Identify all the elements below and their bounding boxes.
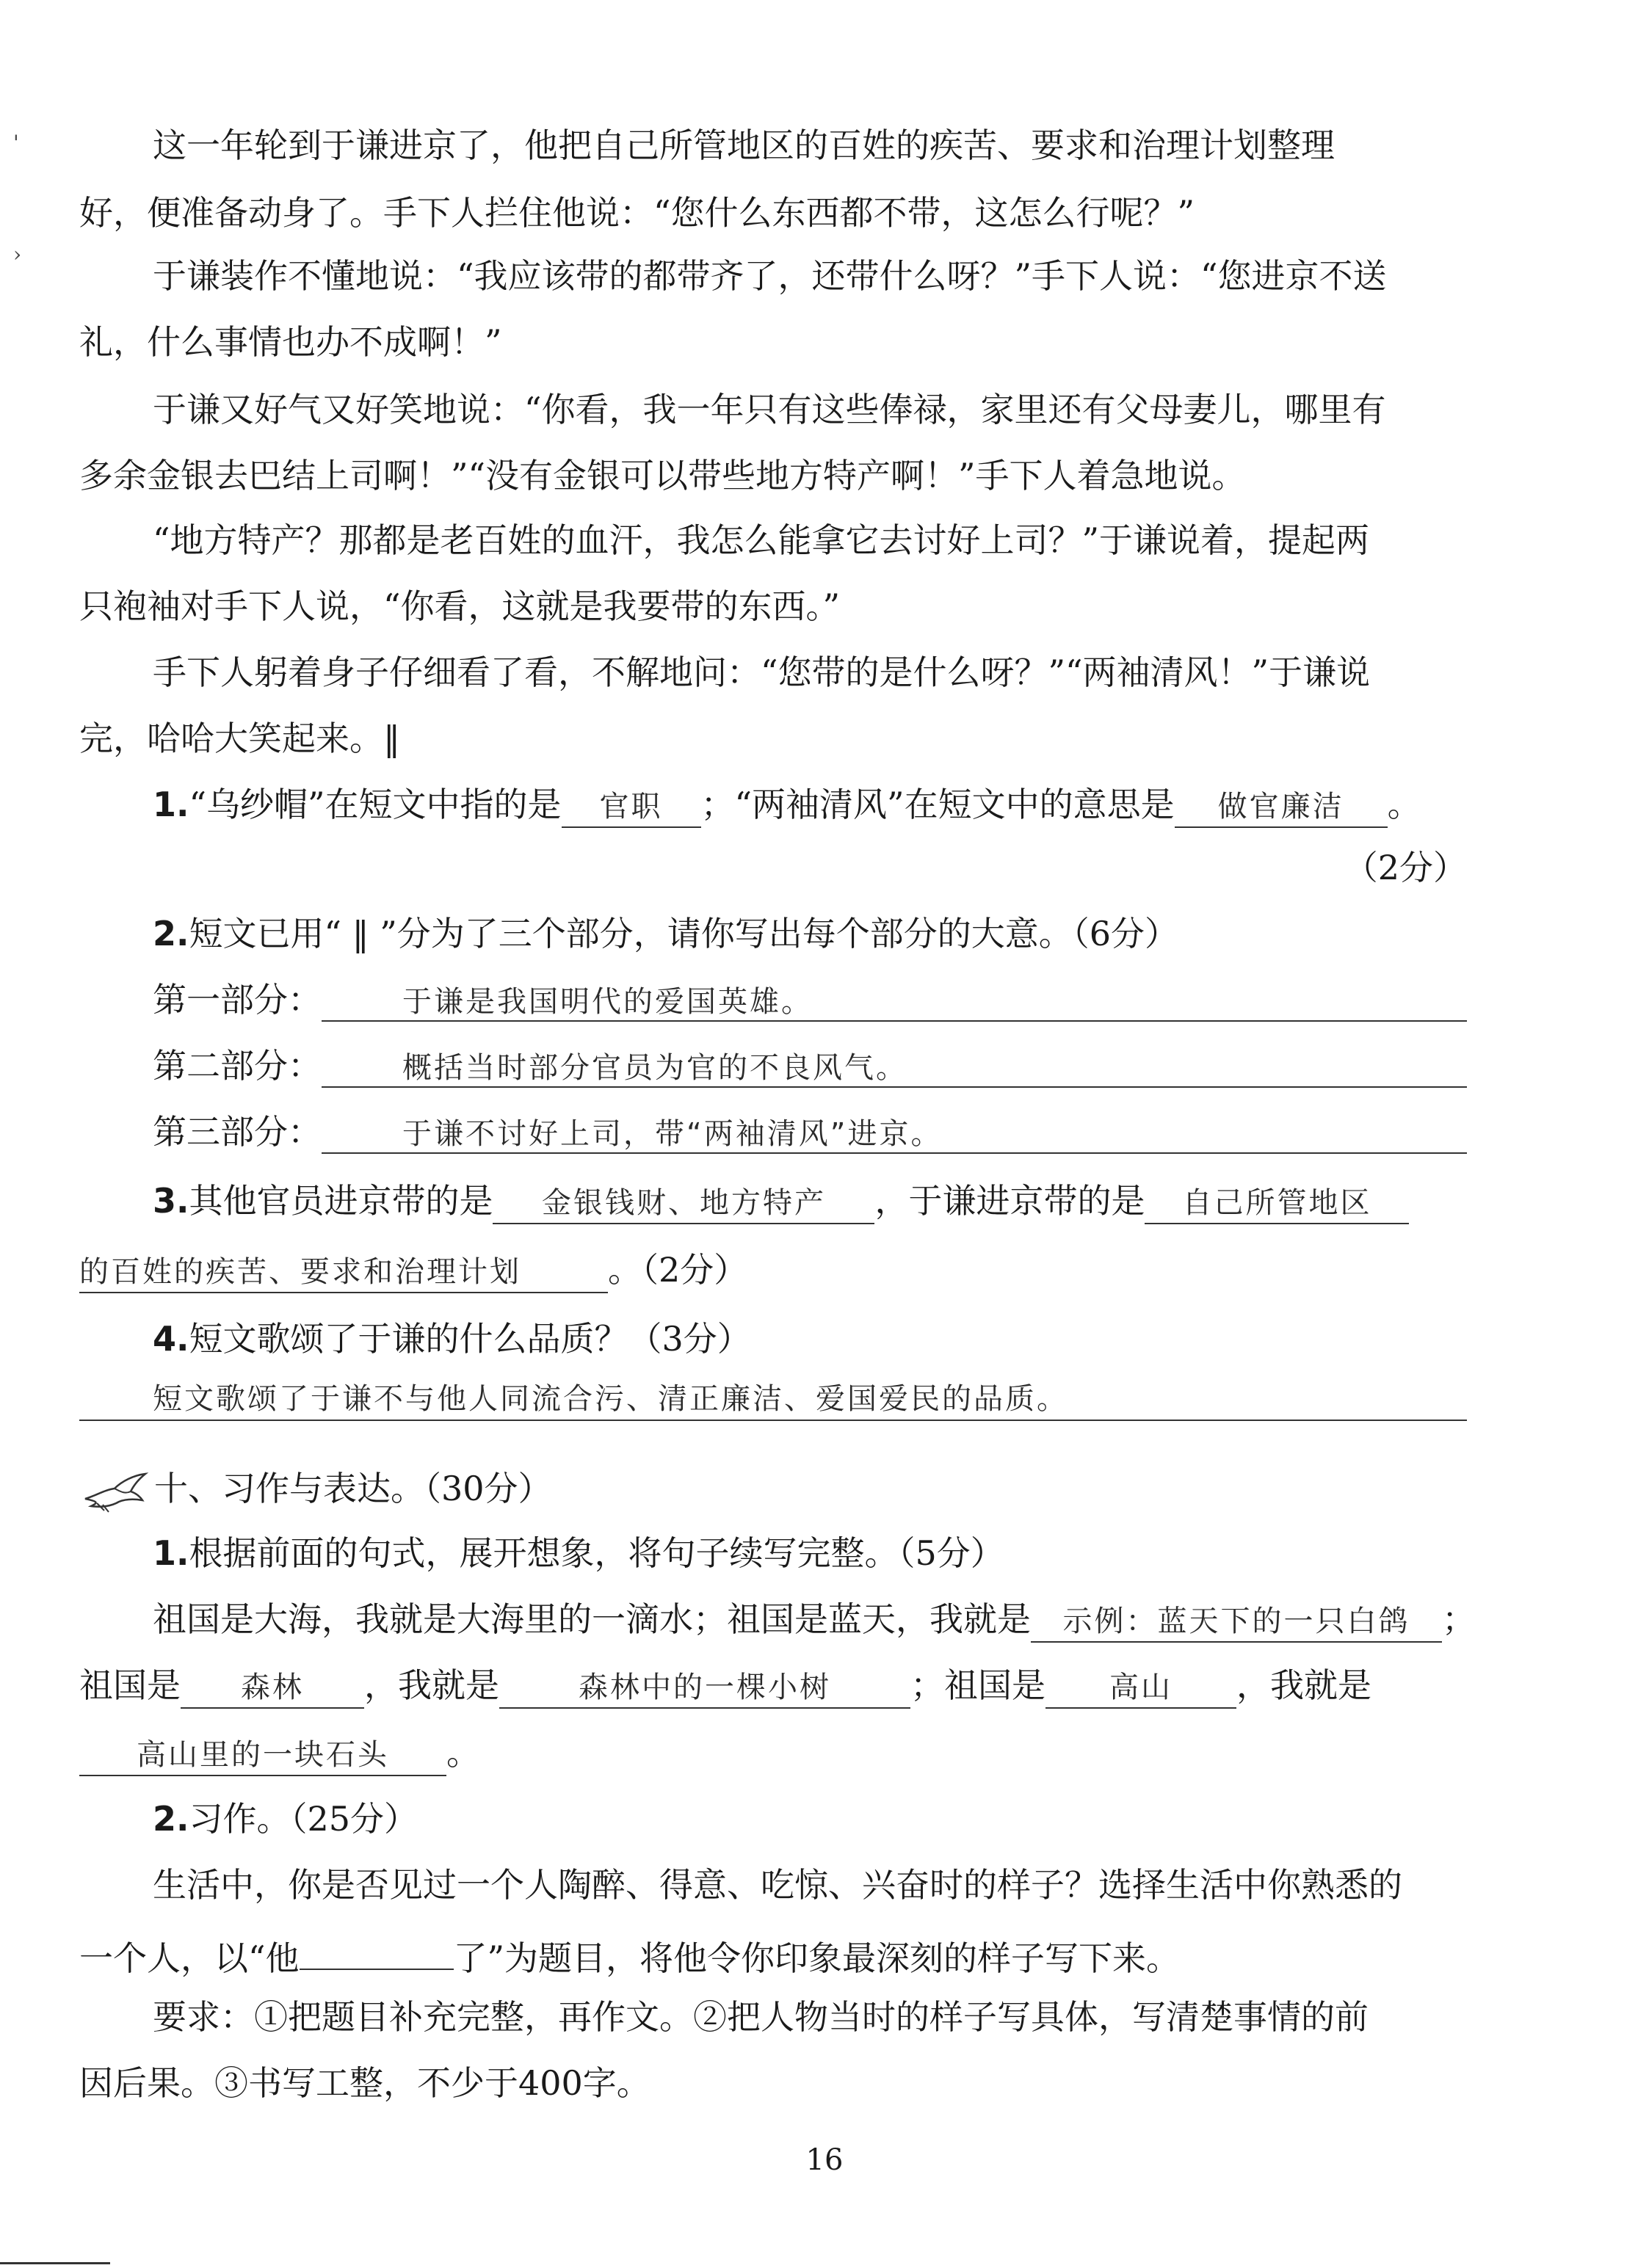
answer-blank[interactable]: 森林 xyxy=(181,1668,364,1709)
answer-blank[interactable]: 高山 xyxy=(1045,1668,1236,1709)
question-text: 。（2分） xyxy=(608,1250,748,1290)
margin-mark: ' xyxy=(13,131,19,155)
question-text: 习作。（25分） xyxy=(189,1799,418,1839)
question-number: 3. xyxy=(153,1181,189,1221)
passage-line: 完，哈哈大笑起来。‖ xyxy=(79,719,400,758)
sentence-text: ； xyxy=(1442,1599,1476,1639)
answer-blank[interactable]: 金银钱财、地方特产 xyxy=(493,1183,874,1224)
essay-prompt: 生活中，你是否见过一个人陶醉、得意、吃惊、兴奋时的样子？选择生活中你熟悉的 xyxy=(153,1865,1402,1905)
essay-requirements: 要求：①把题目补充完整，再作文。②把人物当时的样子写具体，写清楚事情的前 xyxy=(153,1997,1369,2037)
writing-1 xyxy=(153,1531,1467,1575)
question-3-cont xyxy=(79,1248,1467,1293)
question-text: 根据前面的句式，展开想象，将句子续写完整。（5分） xyxy=(189,1533,1004,1573)
answer-blank[interactable]: 的百姓的疾苦、要求和治理计划 xyxy=(79,1252,608,1293)
part-label: 第二部分： xyxy=(153,1046,322,1086)
question-number: 2. xyxy=(153,1799,189,1839)
answer-blank[interactable]: 自己所管地区 xyxy=(1145,1183,1409,1224)
answer-blank[interactable]: 示例：蓝天下的一只白鸽 xyxy=(1031,1602,1442,1643)
page-number: 16 xyxy=(805,2143,844,2177)
answer-line[interactable]: 概括当时部分官员为官的不良风气。 xyxy=(322,1048,1467,1088)
sentence-text: ，我就是 xyxy=(364,1665,499,1705)
section-heading xyxy=(82,1466,552,1513)
sentence-text: ；祖国是 xyxy=(910,1665,1045,1705)
passage-line: 多余金银去巴结上司啊！”“没有金银可以带些地方特产啊！”手下人着急地说。 xyxy=(79,456,1246,495)
sentence-text: 祖国是 xyxy=(79,1665,181,1705)
part-2-row xyxy=(153,1044,1467,1088)
essay-requirements: 因后果。③书写工整，不少于400字。 xyxy=(79,2063,650,2103)
writing-1-sentence xyxy=(79,1731,1467,1776)
question-text: 短文歌颂了于谦的什么品质？（3分） xyxy=(189,1319,751,1359)
question-1 xyxy=(153,782,1467,828)
sentence-text: ，我就是 xyxy=(1236,1665,1371,1705)
answer-blank[interactable]: 森林中的一棵小树 xyxy=(499,1668,910,1709)
essay-prompt xyxy=(79,1929,1467,1980)
passage-line: 于谦装作不懂地说：“我应该带的都带齐了，还带什么呀？”手下人说：“您进京不送 xyxy=(153,256,1387,296)
sentence-text: 。 xyxy=(446,1733,480,1773)
title-blank[interactable] xyxy=(300,1929,454,1970)
question-3 xyxy=(153,1179,1467,1224)
answer-blank[interactable]: 官职 xyxy=(562,787,701,828)
bird-icon xyxy=(82,1469,150,1513)
passage-line: 好，便准备动身了。手下人拦住他说：“您什么东西都不带，这怎么行呢？” xyxy=(79,193,1195,233)
answer-line[interactable]: 于谦是我国明代的爱国英雄。 xyxy=(322,982,1467,1022)
question-text: ；“两袖清风”在短文中的意思是 xyxy=(700,785,1175,824)
passage-line: 这一年轮到于谦进京了，他把自己所管地区的百姓的疾苦、要求和治理计划整理 xyxy=(153,126,1335,165)
writing-1-sentence xyxy=(79,1663,1467,1709)
passage-line: “地方特产？那都是老百姓的血汗，我怎么能拿它去讨好上司？”于谦说着，提起两 xyxy=(153,520,1370,560)
question-number: 2. xyxy=(153,914,189,953)
part-label: 第一部分： xyxy=(153,980,322,1019)
question-number: 1. xyxy=(153,1533,189,1573)
answer-blank[interactable]: 高山里的一块石头 xyxy=(79,1735,446,1776)
divider xyxy=(0,2262,110,2264)
answer-line[interactable]: 短文歌颂了于谦不与他人同流合污、清正廉洁、爱国爱民的品质。 xyxy=(79,1377,1467,1421)
question-text: 短文已用“ ‖ ”分为了三个部分，请你写出每个部分的大意。（6分） xyxy=(189,914,1179,953)
passage-line: 只袍袖对手下人说，“你看，这就是我要带的东西。” xyxy=(79,586,841,626)
part-label: 第三部分： xyxy=(153,1112,322,1152)
prompt-text: 一个人，以“他 xyxy=(79,1938,300,1978)
question-text: “乌纱帽”在短文中指的是 xyxy=(189,785,562,824)
section-title: 十、习作与表达。（30分） xyxy=(154,1469,552,1508)
passage-line: 手下人躬着身子仔细看了看，不解地问：“您带的是什么呀？”“两袖清风！”于谦说 xyxy=(153,653,1371,692)
margin-mark: › xyxy=(13,242,22,266)
prompt-text: 了”为题目，将他令你印象最深刻的样子写下来。 xyxy=(453,1938,1181,1978)
writing-2 xyxy=(153,1797,1467,1841)
passage-line: 礼，什么事情也办不成啊！” xyxy=(79,322,502,362)
question-number: 1. xyxy=(153,785,189,824)
question-text: 其他官员进京带的是 xyxy=(189,1181,493,1221)
passage-line: 于谦又好气又好笑地说：“你看，我一年只有这些俸禄，家里还有父母妻儿，哪里有 xyxy=(153,390,1386,429)
part-1-row xyxy=(153,978,1467,1022)
question-4 xyxy=(153,1317,1467,1361)
question-text: 。 xyxy=(1387,785,1421,824)
answer-line[interactable]: 于谦不讨好上司，带“两袖清风”进京。 xyxy=(322,1114,1467,1154)
sentence-text: 祖国是大海，我就是大海里的一滴水；祖国是蓝天，我就是 xyxy=(153,1599,1031,1639)
score: （2分） xyxy=(1344,848,1467,887)
question-text: ，于谦进京带的是 xyxy=(874,1181,1145,1221)
answer-blank[interactable]: 做官廉洁 xyxy=(1175,787,1388,828)
part-3-row xyxy=(153,1110,1467,1154)
question-2 xyxy=(153,912,1467,956)
question-number: 4. xyxy=(153,1319,189,1359)
writing-1-sentence xyxy=(153,1597,1476,1643)
